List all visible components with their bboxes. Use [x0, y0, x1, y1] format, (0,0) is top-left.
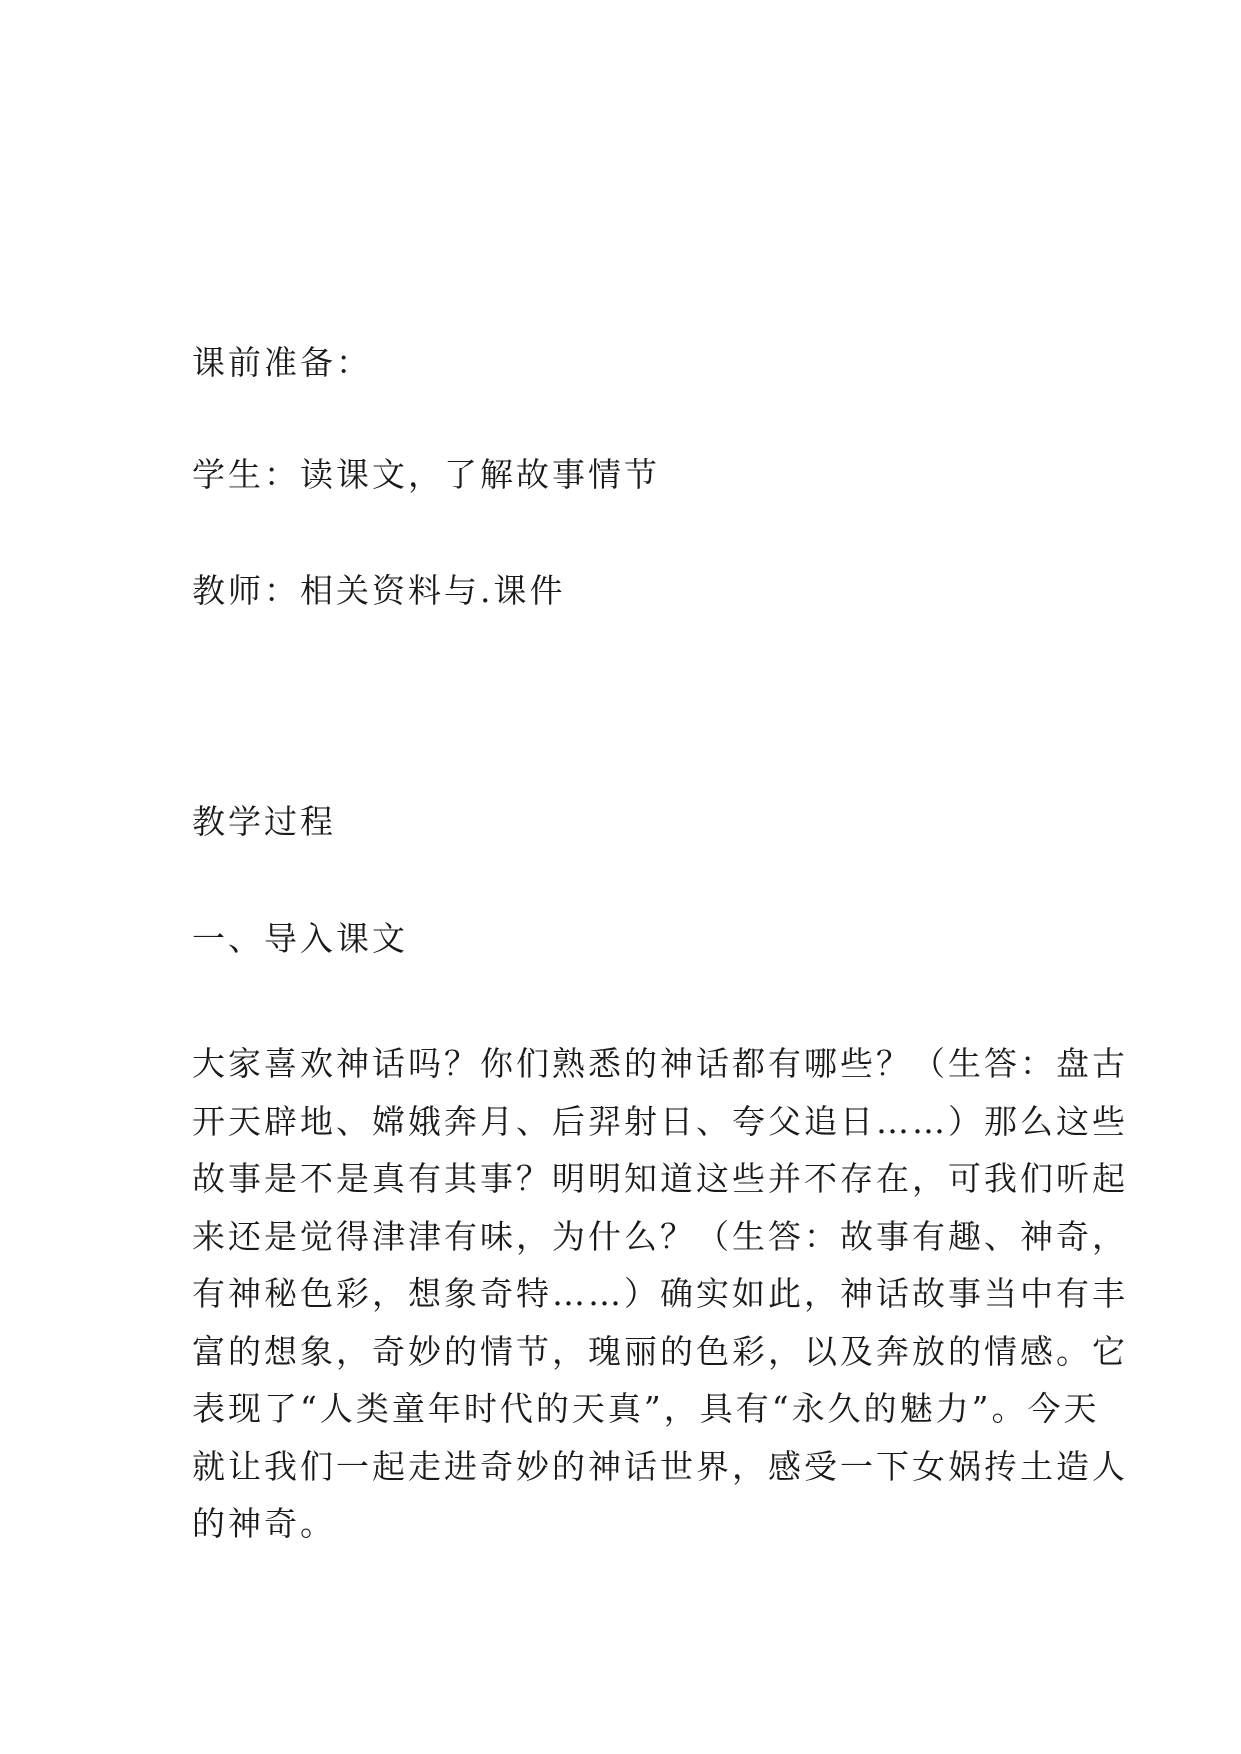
prep-heading: 课前准备： [192, 343, 372, 382]
intro-paragraph [192, 1035, 1128, 1553]
paragraph-line: 的神奇。 [192, 1504, 336, 1543]
teacher-line: 教师：相关资料与.课件 [192, 571, 566, 610]
paragraph-line: 有神秘色彩，想象奇特……）确实如此，神话故事当中有丰 [192, 1274, 1128, 1313]
paragraph-line: 富的想象，奇妙的情节，瑰丽的色彩，以及奔放的情感。它 [192, 1331, 1128, 1371]
students-line: 学生：读课文，了解故事情节 [192, 455, 660, 494]
process-heading: 教学过程 [192, 802, 336, 841]
section-one-heading: 一、导入课文 [192, 919, 408, 958]
paragraph-line: 大家喜欢神话吗？你们熟悉的神话都有哪些？（生答：盘古 [192, 1044, 1128, 1083]
paragraph-line: 就让我们一起走进奇妙的神话世界，感受一下女娲抟土造人 [192, 1446, 1128, 1486]
paragraph-line: 开天辟地、嫦娥奔月、后羿射日、夸父追日……）那么这些 [192, 1101, 1128, 1141]
paragraph-line: 表现了“人类童年时代的天真”，具有“永久的魅力”。今天 [192, 1389, 1100, 1428]
paragraph-line: 来还是觉得津津有味，为什么？（生答：故事有趣、神奇， [192, 1216, 1128, 1256]
paragraph-line: 故事是不是真有其事？明明知道这些并不存在，可我们听起 [192, 1159, 1128, 1198]
